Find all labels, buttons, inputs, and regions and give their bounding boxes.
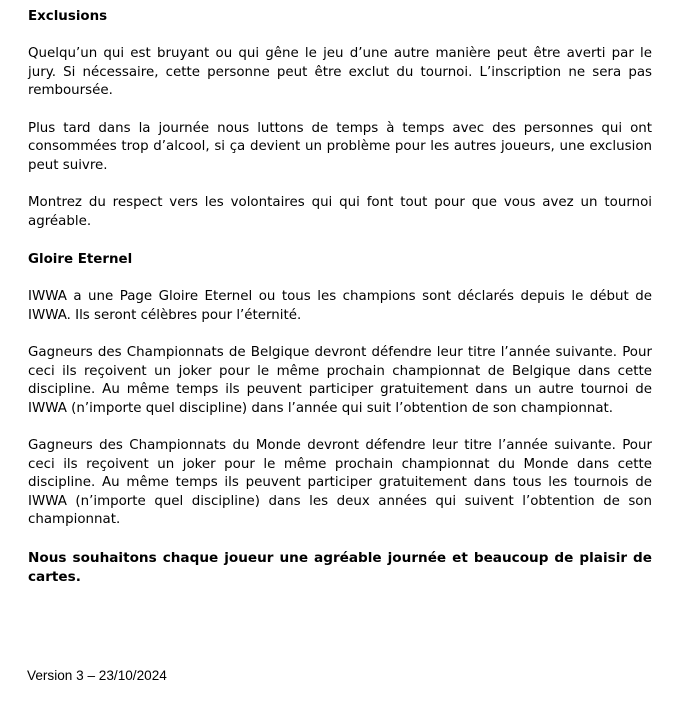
heading-exclusions: Exclusions bbox=[28, 9, 108, 24]
heading-gloire-eternel: Gloire Eternel bbox=[28, 252, 133, 267]
paragraph-exclusion-warning: Quelqu’un qui est bruyant ou qui gêne le jeu d’une autre manière peut être averti par le jury. Si nécessaire, cette personne peut être exclut du tournoi. L’inscription ne sera pas remboursée. bbox=[28, 46, 652, 98]
paragraph-alcohol: Plus tard dans la journée nous luttons de temps à temps avec des personnes qui ont consommées trop d’alcool, si ça devient un problème pour les autres joueurs, une exclusion peut suivre. bbox=[28, 120, 652, 173]
version-footer: Version 3 – 23/10/2024 bbox=[27, 668, 167, 683]
paragraph-respect-volunteers: Montrez du respect vers les volontaires qui qui font tout pour que vous avez un tournoi agréable. bbox=[28, 195, 652, 229]
paragraph-world-champions: Gagneurs des Championnats du Monde devront défendre leur titre l’année suivante. Pour ceci ils reçoivent un joker pour le même prochain championnat du Monde dans cette discipline. Au même temps ils peuvent participer gratuitement dans tous les tournois de IWWA (n’importe quel discipline) dans les deux années qui suivent l’obtention de son championnat. bbox=[28, 438, 652, 527]
paragraph-hall-of-fame: IWWA a une Page Gloire Eternel ou tous les champions sont déclarés depuis le début de IWWA. Ils seront célèbres pour l’éternité. bbox=[28, 289, 652, 323]
document-body bbox=[28, 8, 652, 587]
closing-wishes: Nous souhaitons chaque joueur une agréable journée et beaucoup de plaisir de cartes. bbox=[28, 549, 652, 585]
paragraph-belgian-champions: Gagneurs des Championnats de Belgique devront défendre leur titre l’année suivante. Pour ceci ils reçoivent un joker pour le même prochain championnat de Belgique dans cette discipline. Au même temps ils peuvent participer gratuitement dans un autre tournoi de IWWA (n’importe quel discipline) dans l’année qui suit l’obtention de son championnat. bbox=[28, 345, 652, 416]
